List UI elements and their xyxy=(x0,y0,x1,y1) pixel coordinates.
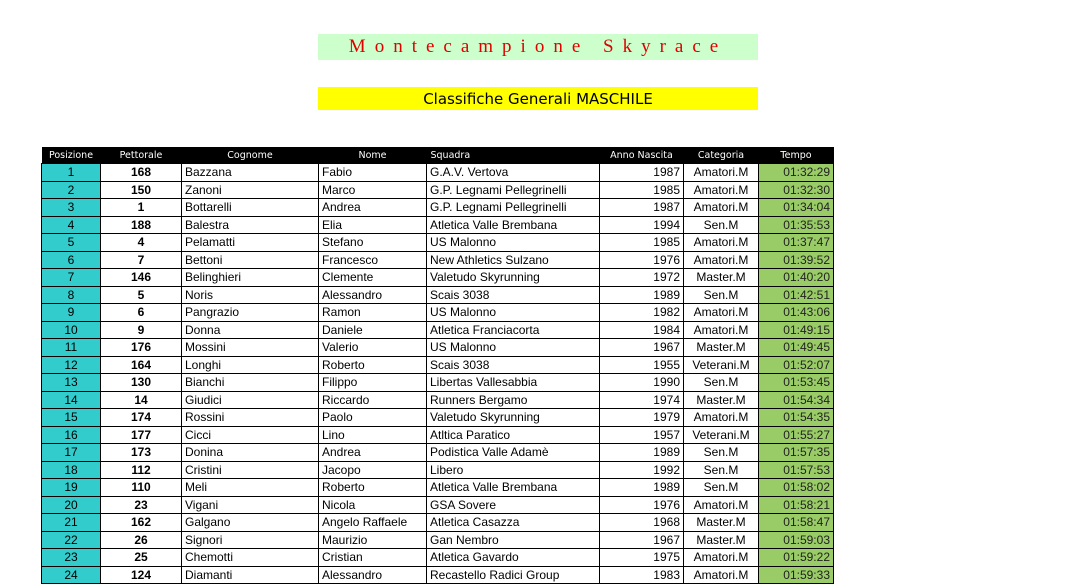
cell-nome: Fabio xyxy=(319,164,427,182)
cell-tempo: 01:49:15 xyxy=(759,321,834,339)
table-row xyxy=(42,269,834,287)
cell-squadra: Atletica Franciacorta xyxy=(427,321,600,339)
cell-nome: Paolo xyxy=(319,409,427,427)
cell-nome: Stefano xyxy=(319,234,427,252)
cell-categoria: Master.M xyxy=(684,391,759,409)
cell-posizione: 8 xyxy=(42,286,101,304)
cell-anno-nascita: 1982 xyxy=(600,304,684,322)
cell-squadra: Gan Nembro xyxy=(427,531,600,549)
cell-anno-nascita: 1955 xyxy=(600,356,684,374)
cell-cognome: Chemotti xyxy=(182,549,319,567)
cell-tempo: 01:37:47 xyxy=(759,234,834,252)
cell-tempo: 01:55:27 xyxy=(759,426,834,444)
table-row xyxy=(42,251,834,269)
cell-categoria: Sen.M xyxy=(684,286,759,304)
cell-cognome: Bottarelli xyxy=(182,199,319,217)
cell-anno-nascita: 1987 xyxy=(600,164,684,182)
cell-nome: Roberto xyxy=(319,479,427,497)
cell-pettorale: 124 xyxy=(101,566,182,584)
cell-tempo: 01:52:07 xyxy=(759,356,834,374)
cell-tempo: 01:34:04 xyxy=(759,199,834,217)
cell-cognome: Meli xyxy=(182,479,319,497)
cell-squadra: G.P. Legnami Pellegrinelli xyxy=(427,181,600,199)
cell-pettorale: 168 xyxy=(101,164,182,182)
cell-anno-nascita: 1989 xyxy=(600,444,684,462)
cell-categoria: Sen.M xyxy=(684,216,759,234)
cell-squadra: New Athletics Sulzano xyxy=(427,251,600,269)
cell-squadra: Valetudo Skyrunning xyxy=(427,269,600,287)
cell-anno-nascita: 1975 xyxy=(600,549,684,567)
cell-pettorale: 1 xyxy=(101,199,182,217)
table-row xyxy=(42,339,834,357)
cell-nome: Daniele xyxy=(319,321,427,339)
cell-cognome: Vigani xyxy=(182,496,319,514)
header-pettorale: Pettorale xyxy=(101,147,182,164)
cell-pettorale: 164 xyxy=(101,356,182,374)
cell-tempo: 01:58:02 xyxy=(759,479,834,497)
cell-categoria: Amatori.M xyxy=(684,181,759,199)
cell-cognome: Noris xyxy=(182,286,319,304)
cell-squadra: G.A.V. Vertova xyxy=(427,164,600,182)
header-tempo: Tempo xyxy=(759,147,834,164)
cell-posizione: 24 xyxy=(42,566,101,584)
table-row xyxy=(42,566,834,584)
cell-tempo: 01:43:06 xyxy=(759,304,834,322)
cell-anno-nascita: 1976 xyxy=(600,251,684,269)
table-row xyxy=(42,479,834,497)
cell-tempo: 01:49:45 xyxy=(759,339,834,357)
cell-nome: Jacopo xyxy=(319,461,427,479)
cell-anno-nascita: 1968 xyxy=(600,514,684,532)
table-row xyxy=(42,304,834,322)
results-table xyxy=(41,147,834,584)
cell-tempo: 01:35:53 xyxy=(759,216,834,234)
cell-pettorale: 130 xyxy=(101,374,182,392)
cell-categoria: Master.M xyxy=(684,531,759,549)
cell-pettorale: 110 xyxy=(101,479,182,497)
cell-cognome: Galgano xyxy=(182,514,319,532)
cell-pettorale: 9 xyxy=(101,321,182,339)
cell-categoria: Sen.M xyxy=(684,374,759,392)
cell-categoria: Amatori.M xyxy=(684,304,759,322)
cell-pettorale: 112 xyxy=(101,461,182,479)
cell-pettorale: 6 xyxy=(101,304,182,322)
cell-nome: Lino xyxy=(319,426,427,444)
cell-anno-nascita: 1979 xyxy=(600,409,684,427)
cell-pettorale: 26 xyxy=(101,531,182,549)
subtitle-banner xyxy=(318,87,758,110)
title-banner xyxy=(318,34,758,60)
cell-cognome: Zanoni xyxy=(182,181,319,199)
cell-cognome: Bettoni xyxy=(182,251,319,269)
cell-cognome: Donna xyxy=(182,321,319,339)
cell-posizione: 5 xyxy=(42,234,101,252)
table-row xyxy=(42,531,834,549)
cell-categoria: Amatori.M xyxy=(684,496,759,514)
cell-nome: Cristian xyxy=(319,549,427,567)
cell-tempo: 01:53:45 xyxy=(759,374,834,392)
cell-pettorale: 146 xyxy=(101,269,182,287)
cell-pettorale: 174 xyxy=(101,409,182,427)
cell-anno-nascita: 1972 xyxy=(600,269,684,287)
cell-cognome: Longhi xyxy=(182,356,319,374)
cell-tempo: 01:39:52 xyxy=(759,251,834,269)
cell-categoria: Amatori.M xyxy=(684,321,759,339)
cell-nome: Roberto xyxy=(319,356,427,374)
cell-cognome: Mossini xyxy=(182,339,319,357)
table-row xyxy=(42,216,834,234)
cell-nome: Francesco xyxy=(319,251,427,269)
table-row xyxy=(42,356,834,374)
cell-categoria: Amatori.M xyxy=(684,549,759,567)
header-squadra: Squadra xyxy=(427,147,600,164)
cell-tempo: 01:57:53 xyxy=(759,461,834,479)
cell-pettorale: 150 xyxy=(101,181,182,199)
cell-tempo: 01:32:30 xyxy=(759,181,834,199)
cell-anno-nascita: 1985 xyxy=(600,181,684,199)
cell-anno-nascita: 1984 xyxy=(600,321,684,339)
header-cognome: Cognome xyxy=(182,147,319,164)
cell-nome: Marco xyxy=(319,181,427,199)
table-row xyxy=(42,199,834,217)
cell-nome: Elia xyxy=(319,216,427,234)
header-anno-nascita: Anno Nascita xyxy=(600,147,684,164)
cell-squadra: GSA Sovere xyxy=(427,496,600,514)
cell-posizione: 17 xyxy=(42,444,101,462)
cell-posizione: 2 xyxy=(42,181,101,199)
cell-anno-nascita: 1967 xyxy=(600,339,684,357)
cell-posizione: 12 xyxy=(42,356,101,374)
cell-posizione: 23 xyxy=(42,549,101,567)
cell-tempo: 01:58:47 xyxy=(759,514,834,532)
cell-pettorale: 23 xyxy=(101,496,182,514)
cell-posizione: 13 xyxy=(42,374,101,392)
cell-anno-nascita: 1994 xyxy=(600,216,684,234)
table-row xyxy=(42,286,834,304)
cell-cognome: Pangrazio xyxy=(182,304,319,322)
cell-categoria: Master.M xyxy=(684,514,759,532)
cell-pettorale: 176 xyxy=(101,339,182,357)
cell-squadra: Scais 3038 xyxy=(427,286,600,304)
table-row xyxy=(42,444,834,462)
page-title: Montecampione Skyrace xyxy=(348,36,728,57)
cell-tempo: 01:42:51 xyxy=(759,286,834,304)
cell-squadra: Scais 3038 xyxy=(427,356,600,374)
cell-cognome: Bianchi xyxy=(182,374,319,392)
cell-nome: Valerio xyxy=(319,339,427,357)
table-row xyxy=(42,391,834,409)
cell-nome: Alessandro xyxy=(319,566,427,584)
table-row xyxy=(42,234,834,252)
cell-posizione: 9 xyxy=(42,304,101,322)
cell-nome: Nicola xyxy=(319,496,427,514)
cell-tempo: 01:32:29 xyxy=(759,164,834,182)
cell-posizione: 1 xyxy=(42,164,101,182)
cell-anno-nascita: 1974 xyxy=(600,391,684,409)
cell-squadra: G.P. Legnami Pellegrinelli xyxy=(427,199,600,217)
cell-cognome: Donina xyxy=(182,444,319,462)
cell-nome: Maurizio xyxy=(319,531,427,549)
cell-pettorale: 5 xyxy=(101,286,182,304)
cell-tempo: 01:59:33 xyxy=(759,566,834,584)
cell-categoria: Master.M xyxy=(684,339,759,357)
cell-squadra: Valetudo Skyrunning xyxy=(427,409,600,427)
cell-posizione: 15 xyxy=(42,409,101,427)
table-row xyxy=(42,374,834,392)
cell-pettorale: 7 xyxy=(101,251,182,269)
cell-anno-nascita: 1967 xyxy=(600,531,684,549)
cell-squadra: Atletica Valle Brembana xyxy=(427,216,600,234)
cell-nome: Clemente xyxy=(319,269,427,287)
cell-cognome: Balestra xyxy=(182,216,319,234)
cell-squadra: US Malonno xyxy=(427,304,600,322)
cell-posizione: 11 xyxy=(42,339,101,357)
cell-cognome: Diamanti xyxy=(182,566,319,584)
cell-categoria: Amatori.M xyxy=(684,251,759,269)
table-row xyxy=(42,461,834,479)
cell-categoria: Sen.M xyxy=(684,444,759,462)
cell-anno-nascita: 1976 xyxy=(600,496,684,514)
cell-pettorale: 25 xyxy=(101,549,182,567)
cell-categoria: Amatori.M xyxy=(684,566,759,584)
cell-posizione: 19 xyxy=(42,479,101,497)
cell-posizione: 16 xyxy=(42,426,101,444)
cell-categoria: Sen.M xyxy=(684,479,759,497)
cell-squadra: Runners Bergamo xyxy=(427,391,600,409)
cell-pettorale: 177 xyxy=(101,426,182,444)
cell-anno-nascita: 1987 xyxy=(600,199,684,217)
cell-tempo: 01:40:20 xyxy=(759,269,834,287)
cell-cognome: Bazzana xyxy=(182,164,319,182)
table-row xyxy=(42,496,834,514)
cell-posizione: 3 xyxy=(42,199,101,217)
cell-pettorale: 173 xyxy=(101,444,182,462)
cell-squadra: Atletica Gavardo xyxy=(427,549,600,567)
cell-posizione: 6 xyxy=(42,251,101,269)
table-row xyxy=(42,164,834,182)
cell-nome: Andrea xyxy=(319,199,427,217)
cell-anno-nascita: 1957 xyxy=(600,426,684,444)
cell-squadra: Libertas Vallesabbia xyxy=(427,374,600,392)
table-row xyxy=(42,514,834,532)
cell-posizione: 20 xyxy=(42,496,101,514)
cell-cognome: Pelamatti xyxy=(182,234,319,252)
cell-categoria: Veterani.M xyxy=(684,426,759,444)
cell-categoria: Amatori.M xyxy=(684,164,759,182)
cell-pettorale: 14 xyxy=(101,391,182,409)
cell-posizione: 18 xyxy=(42,461,101,479)
cell-anno-nascita: 1990 xyxy=(600,374,684,392)
cell-nome: Filippo xyxy=(319,374,427,392)
cell-pettorale: 4 xyxy=(101,234,182,252)
cell-anno-nascita: 1992 xyxy=(600,461,684,479)
cell-cognome: Belinghieri xyxy=(182,269,319,287)
cell-categoria: Amatori.M xyxy=(684,409,759,427)
cell-posizione: 7 xyxy=(42,269,101,287)
cell-squadra: Atletica Valle Brembana xyxy=(427,479,600,497)
cell-pettorale: 162 xyxy=(101,514,182,532)
cell-tempo: 01:54:34 xyxy=(759,391,834,409)
cell-cognome: Rossini xyxy=(182,409,319,427)
cell-squadra: Recastello Radici Group xyxy=(427,566,600,584)
cell-anno-nascita: 1983 xyxy=(600,566,684,584)
header-posizione: Posizione xyxy=(42,147,101,164)
cell-tempo: 01:59:22 xyxy=(759,549,834,567)
header-nome: Nome xyxy=(319,147,427,164)
cell-anno-nascita: 1989 xyxy=(600,479,684,497)
cell-squadra: US Malonno xyxy=(427,339,600,357)
cell-squadra: Atltica Paratico xyxy=(427,426,600,444)
cell-squadra: Libero xyxy=(427,461,600,479)
cell-cognome: Cicci xyxy=(182,426,319,444)
cell-cognome: Signori xyxy=(182,531,319,549)
cell-categoria: Amatori.M xyxy=(684,234,759,252)
cell-categoria: Veterani.M xyxy=(684,356,759,374)
cell-categoria: Amatori.M xyxy=(684,199,759,217)
cell-posizione: 10 xyxy=(42,321,101,339)
cell-posizione: 14 xyxy=(42,391,101,409)
table-header-row xyxy=(42,147,834,164)
cell-squadra: Atletica Casazza xyxy=(427,514,600,532)
cell-squadra: Podistica Valle Adamè xyxy=(427,444,600,462)
cell-tempo: 01:59:03 xyxy=(759,531,834,549)
cell-tempo: 01:57:35 xyxy=(759,444,834,462)
cell-anno-nascita: 1989 xyxy=(600,286,684,304)
cell-nome: Riccardo xyxy=(319,391,427,409)
page-subtitle: Classifiche Generali MASCHILE xyxy=(423,89,653,108)
cell-anno-nascita: 1985 xyxy=(600,234,684,252)
cell-posizione: 21 xyxy=(42,514,101,532)
header-categoria: Categoria xyxy=(684,147,759,164)
table-row xyxy=(42,181,834,199)
cell-posizione: 4 xyxy=(42,216,101,234)
cell-posizione: 22 xyxy=(42,531,101,549)
cell-nome: Angelo Raffaele xyxy=(319,514,427,532)
cell-categoria: Master.M xyxy=(684,269,759,287)
table-row xyxy=(42,409,834,427)
table-row xyxy=(42,426,834,444)
cell-nome: Alessandro xyxy=(319,286,427,304)
cell-cognome: Giudici xyxy=(182,391,319,409)
cell-pettorale: 188 xyxy=(101,216,182,234)
cell-tempo: 01:54:35 xyxy=(759,409,834,427)
cell-tempo: 01:58:21 xyxy=(759,496,834,514)
cell-cognome: Cristini xyxy=(182,461,319,479)
cell-nome: Ramon xyxy=(319,304,427,322)
table-row xyxy=(42,321,834,339)
cell-categoria: Sen.M xyxy=(684,461,759,479)
table-row xyxy=(42,549,834,567)
cell-squadra: US Malonno xyxy=(427,234,600,252)
cell-nome: Andrea xyxy=(319,444,427,462)
